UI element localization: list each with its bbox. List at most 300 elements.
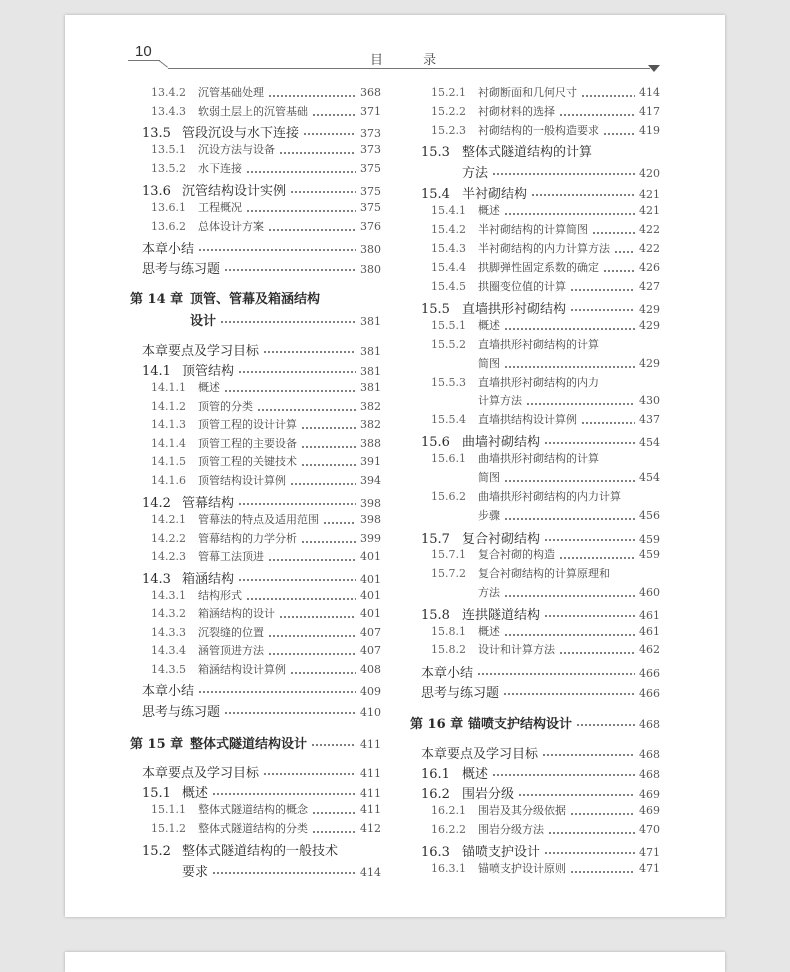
dot-leader — [268, 95, 356, 97]
toc-entry-continuation[interactable] — [182, 861, 381, 879]
toc-entry[interactable] — [130, 288, 381, 306]
entry-page: 373 — [360, 127, 381, 140]
entry-title: 复合衬砌结构的计算原理和 — [478, 567, 610, 580]
entry-page: 466 — [639, 687, 660, 700]
toc-entry[interactable] — [151, 661, 381, 679]
entry-page: 462 — [639, 643, 660, 656]
dot-leader — [303, 133, 356, 135]
dot-leader — [477, 673, 635, 675]
entry-title: 拱圈变位值的计算 — [478, 280, 566, 293]
header-rule — [128, 60, 160, 61]
entry-title-continued: 方法 — [462, 166, 489, 181]
entry-page: 459 — [639, 533, 660, 546]
entry-page: 375 — [360, 162, 381, 175]
entry-page: 470 — [639, 823, 660, 836]
dot-leader — [570, 813, 635, 815]
entry-number: 16.3.1 — [431, 862, 466, 875]
dot-leader — [238, 579, 356, 581]
toc-entry-continuation[interactable] — [478, 469, 660, 487]
entry-number: 15.8.1 — [431, 625, 466, 638]
entry-number: 第 16 章 — [410, 717, 464, 732]
dot-leader — [614, 251, 635, 253]
dot-leader — [301, 541, 356, 543]
entry-number: 13.6 — [142, 184, 171, 199]
toc-entry[interactable] — [142, 258, 381, 276]
entry-title: 管段沉设与水下连接 — [182, 126, 300, 141]
toc-entry[interactable] — [421, 841, 660, 859]
entry-page: 419 — [639, 124, 660, 137]
triangle-marker-icon — [648, 65, 660, 72]
entry-title: 概述 — [462, 767, 489, 782]
toc-entry[interactable] — [431, 259, 660, 277]
entry-page: 410 — [360, 706, 381, 719]
entry-number: 15.7.1 — [431, 548, 466, 561]
toc-entry[interactable] — [421, 783, 660, 801]
entry-title: 设计和计算方法 — [478, 643, 555, 656]
entry-number: 14.2 — [142, 496, 171, 511]
toc-entry[interactable] — [431, 317, 660, 335]
entry-page: 414 — [639, 86, 660, 99]
entry-number: 15.5.4 — [431, 413, 466, 426]
entry-title: 衬砌结构的一般构造要求 — [478, 124, 599, 137]
dot-leader — [544, 852, 635, 854]
entry-page: 429 — [639, 319, 660, 332]
entry-title: 曲墙拱形衬砌结构的计算 — [478, 452, 599, 465]
entry-title: 锚喷支护设计 — [462, 845, 541, 860]
dot-leader — [279, 152, 356, 154]
toc-entry[interactable] — [431, 450, 660, 468]
entry-page: 401 — [360, 550, 381, 563]
toc-entry[interactable] — [421, 141, 660, 159]
entry-title: 顶管结构设计算例 — [198, 474, 286, 487]
toc-entry[interactable] — [130, 733, 381, 751]
entry-title: 直墙拱形衬砌结构的内力 — [478, 376, 599, 389]
entry-title: 沉裂缝的位置 — [198, 626, 264, 639]
entry-title: 管幕工法顶进 — [198, 550, 264, 563]
dot-leader — [268, 229, 356, 231]
entry-page: 401 — [360, 573, 381, 586]
entry-number: 15.4.4 — [431, 261, 466, 274]
entry-title: 整体式隧道结构的分类 — [198, 822, 308, 835]
dot-leader — [290, 191, 356, 193]
entry-page: 407 — [360, 644, 381, 657]
toc-entry[interactable] — [421, 528, 660, 546]
entry-number: 15.1.1 — [151, 803, 186, 816]
entry-number: 14.3 — [142, 572, 171, 587]
toc-entry-continuation[interactable] — [478, 355, 660, 373]
entry-number: 15.6 — [421, 435, 450, 450]
entry-page: 411 — [360, 803, 381, 816]
toc-entry[interactable] — [421, 604, 660, 622]
entry-number: 16.2 — [421, 787, 450, 802]
entry-page: 368 — [360, 86, 381, 99]
toc-entry[interactable] — [431, 336, 660, 354]
entry-title: 沉管基础处理 — [198, 86, 264, 99]
entry-title: 结构形式 — [198, 589, 242, 602]
toc-entry[interactable] — [151, 199, 381, 217]
dot-leader — [504, 480, 635, 482]
entry-title-continued: 简图 — [478, 357, 500, 370]
entry-title-continued: 步骤 — [478, 509, 500, 522]
toc-entry[interactable] — [151, 605, 381, 623]
toc-entry[interactable] — [151, 587, 381, 605]
entry-number: 14.1.2 — [151, 400, 186, 413]
entry-title: 工程概况 — [198, 201, 242, 214]
toc-entry[interactable] — [151, 530, 381, 548]
entry-number: 13.5 — [142, 126, 171, 141]
toc-entry[interactable] — [431, 488, 660, 506]
toc-entry[interactable] — [431, 821, 660, 839]
entry-number: 15.2.1 — [431, 86, 466, 99]
toc-entry[interactable] — [431, 240, 660, 258]
toc-entry[interactable] — [151, 511, 381, 529]
entry-number: 16.2.2 — [431, 823, 466, 836]
dot-leader — [504, 634, 635, 636]
dot-leader — [312, 831, 356, 833]
entry-page: 426 — [639, 261, 660, 274]
entry-page: 430 — [639, 394, 660, 407]
entry-number: 13.6.1 — [151, 201, 186, 214]
entry-title: 顶管工程的主要设备 — [198, 437, 297, 450]
toc-entry[interactable] — [431, 623, 660, 641]
toc-entry[interactable] — [421, 763, 660, 781]
dot-leader — [544, 615, 635, 617]
toc-entry[interactable] — [142, 840, 381, 858]
toc-entry[interactable] — [151, 801, 381, 819]
dot-leader — [559, 114, 635, 116]
dot-leader — [224, 390, 356, 392]
toc-entry[interactable] — [151, 472, 381, 490]
toc-entry[interactable] — [421, 682, 660, 700]
toc-entry[interactable] — [151, 379, 381, 397]
entry-page: 398 — [360, 513, 381, 526]
entry-number: 14.3.5 — [151, 663, 186, 676]
toc-entry[interactable] — [151, 141, 381, 159]
entry-title: 半衬砌结构 — [462, 187, 528, 202]
entry-title: 整体式隧道结构的概念 — [198, 803, 308, 816]
entry-number: 15.5.1 — [431, 319, 466, 332]
entry-page: 381 — [360, 365, 381, 378]
entry-number: 15.5.2 — [431, 338, 466, 351]
entry-title: 锚喷支护设计原则 — [478, 862, 566, 875]
entry-page: 461 — [639, 625, 660, 638]
dot-leader — [526, 403, 635, 405]
entry-number: 第 14 章 — [130, 292, 184, 307]
toc-entry[interactable] — [142, 360, 381, 378]
toc-entry[interactable] — [142, 782, 381, 800]
toc-entry[interactable] — [151, 820, 381, 838]
dot-leader — [212, 872, 356, 874]
entry-page: 388 — [360, 437, 381, 450]
entry-title: 直墙拱形衬砌结构 — [462, 302, 567, 317]
entry-number: 14.1.6 — [151, 474, 186, 487]
next-page-edge — [65, 952, 725, 972]
toc-entry[interactable] — [142, 122, 381, 140]
entry-page: 411 — [360, 787, 381, 800]
entry-title: 直墙拱结构设计算例 — [478, 413, 577, 426]
dot-leader — [311, 744, 356, 746]
toc-entry[interactable] — [142, 340, 381, 358]
toc-entry[interactable] — [142, 180, 381, 198]
toc-entry[interactable] — [431, 411, 660, 429]
entry-page: 391 — [360, 455, 381, 468]
dot-leader — [581, 95, 635, 97]
entry-page: 382 — [360, 418, 381, 431]
entry-number: 15.2.3 — [431, 124, 466, 137]
entry-number: 16.2.1 — [431, 804, 466, 817]
toc-entry-continuation[interactable] — [478, 392, 660, 410]
toc-entry[interactable] — [151, 435, 381, 453]
entry-title: 衬砌断面和几何尺寸 — [478, 86, 577, 99]
toc-entry[interactable] — [421, 298, 660, 316]
entry-number: 13.5.1 — [151, 143, 186, 156]
entry-title: 水下连接 — [198, 162, 242, 175]
dot-leader — [570, 309, 635, 311]
dot-leader — [263, 773, 356, 775]
entry-title: 连拱隧道结构 — [462, 608, 541, 623]
entry-title: 顶管的分类 — [198, 400, 253, 413]
toc-entry[interactable] — [431, 860, 660, 878]
dot-leader — [238, 371, 356, 373]
entry-title: 本章小结 — [142, 242, 195, 257]
entry-number: 15.4 — [421, 187, 450, 202]
toc-entry[interactable] — [151, 416, 381, 434]
toc-entry[interactable] — [142, 568, 381, 586]
toc-entry[interactable] — [431, 103, 660, 121]
entry-title: 拱脚弹性固定系数的确定 — [478, 261, 599, 274]
entry-page: 412 — [360, 822, 381, 835]
entry-number: 15.5 — [421, 302, 450, 317]
entry-page: 421 — [639, 188, 660, 201]
toc-entry[interactable] — [431, 278, 660, 296]
dot-leader — [268, 653, 356, 655]
entry-title: 箱涵结构的设计 — [198, 607, 275, 620]
entry-page: 371 — [360, 105, 381, 118]
entry-page: 468 — [639, 748, 660, 761]
entry-page: 381 — [360, 315, 381, 328]
entry-page: 420 — [639, 167, 660, 180]
dot-leader — [268, 559, 356, 561]
toc-entry-continuation[interactable] — [478, 507, 660, 525]
entry-title: 顶管工程的设计计算 — [198, 418, 297, 431]
entry-page: 376 — [360, 220, 381, 233]
entry-number: 14.3.4 — [151, 644, 186, 657]
entry-title: 思考与练习题 — [421, 686, 500, 701]
toc-entry[interactable] — [151, 453, 381, 471]
entry-page: 454 — [639, 436, 660, 449]
entry-number: 第 15 章 — [130, 737, 184, 752]
toc-entry[interactable] — [431, 84, 660, 102]
toc-entry[interactable] — [431, 221, 660, 239]
dot-leader — [323, 522, 356, 524]
entry-title: 整体式隧道结构的一般技术 — [182, 844, 339, 859]
entry-page: 407 — [360, 626, 381, 639]
toc-entry[interactable] — [421, 431, 660, 449]
entry-number: 15.2 — [142, 844, 171, 859]
toc-entry[interactable] — [431, 565, 660, 583]
entry-page: 411 — [360, 767, 381, 780]
entry-number: 15.4.1 — [431, 204, 466, 217]
entry-number: 14.3.1 — [151, 589, 186, 602]
entry-page: 417 — [639, 105, 660, 118]
toc-entry[interactable] — [142, 492, 381, 510]
entry-number: 15.6.1 — [431, 452, 466, 465]
entry-page: 427 — [639, 280, 660, 293]
entry-title: 概述 — [478, 204, 500, 217]
entry-number: 15.4.5 — [431, 280, 466, 293]
dot-leader — [290, 672, 356, 674]
toc-entry[interactable] — [431, 122, 660, 140]
entry-number: 14.2.2 — [151, 532, 186, 545]
toc-entry[interactable] — [151, 103, 381, 121]
toc-entry[interactable] — [431, 802, 660, 820]
toc-entry[interactable] — [431, 202, 660, 220]
entry-title: 软弱土层上的沉管基础 — [198, 105, 308, 118]
entry-number: 15.7.2 — [431, 567, 466, 580]
entry-page: 401 — [360, 589, 381, 602]
dot-leader — [246, 171, 356, 173]
dot-leader — [290, 483, 356, 485]
entry-title: 复合衬砌结构 — [462, 532, 541, 547]
toc-entry[interactable] — [431, 374, 660, 392]
entry-title: 思考与练习题 — [142, 262, 221, 277]
entry-page: 454 — [639, 471, 660, 484]
toc-entry[interactable] — [421, 662, 660, 680]
entry-title: 管幕结构的力学分析 — [198, 532, 297, 545]
dot-leader — [301, 446, 356, 448]
entry-number: 13.5.2 — [151, 162, 186, 175]
toc-entry[interactable] — [151, 84, 381, 102]
entry-number: 13.4.3 — [151, 105, 186, 118]
entry-number: 14.1.3 — [151, 418, 186, 431]
toc-entry[interactable] — [151, 218, 381, 236]
entry-page: 380 — [360, 243, 381, 256]
entry-number: 15.4.3 — [431, 242, 466, 255]
entry-title: 概述 — [478, 319, 500, 332]
dot-leader — [544, 539, 635, 541]
entry-title: 沉设方法与设备 — [198, 143, 275, 156]
toc-entry-continuation[interactable] — [190, 310, 381, 328]
dot-leader — [544, 442, 635, 444]
entry-page: 422 — [639, 223, 660, 236]
dot-leader — [548, 832, 635, 834]
entry-number: 15.8 — [421, 608, 450, 623]
dot-leader — [492, 774, 635, 776]
entry-page: 460 — [639, 586, 660, 599]
entry-page: 375 — [360, 185, 381, 198]
entry-page: 399 — [360, 532, 381, 545]
dot-leader — [220, 321, 356, 323]
entry-number: 14.2.1 — [151, 513, 186, 526]
entry-number: 15.6.2 — [431, 490, 466, 503]
dot-leader — [246, 210, 356, 212]
entry-page: 380 — [360, 263, 381, 276]
toc-entry[interactable] — [431, 546, 660, 564]
toc-entry[interactable] — [151, 624, 381, 642]
entry-page: 429 — [639, 357, 660, 370]
dot-leader — [581, 422, 635, 424]
entry-title-continued: 要求 — [182, 865, 209, 880]
toc-entry-continuation[interactable] — [462, 162, 660, 180]
entry-title: 整体式隧道结构的计算 — [462, 145, 593, 160]
entry-number: 14.1 — [142, 364, 171, 379]
entry-page: 456 — [639, 509, 660, 522]
entry-page: 468 — [639, 768, 660, 781]
dot-leader — [279, 616, 356, 618]
toc-entry[interactable] — [151, 160, 381, 178]
entry-number: 14.3.2 — [151, 607, 186, 620]
entry-number: 15.4.2 — [431, 223, 466, 236]
entry-number: 15.1 — [142, 786, 171, 801]
toc-entry[interactable] — [410, 713, 660, 731]
entry-page: 469 — [639, 788, 660, 801]
entry-page: 381 — [360, 345, 381, 358]
entry-title-continued: 计算方法 — [478, 394, 522, 407]
dot-leader — [198, 249, 356, 251]
entry-page: 468 — [639, 718, 660, 731]
dot-leader — [531, 194, 635, 196]
dot-leader — [504, 366, 635, 368]
header-rule-main — [168, 68, 650, 69]
toc-entry[interactable] — [142, 762, 381, 780]
entry-number: 15.3 — [421, 145, 450, 160]
entry-title: 顶管结构 — [182, 364, 235, 379]
dot-leader — [603, 133, 635, 135]
entry-title: 总体设计方案 — [198, 220, 264, 233]
toc-entry-continuation[interactable] — [478, 584, 660, 602]
entry-title: 思考与练习题 — [142, 705, 221, 720]
dot-leader — [559, 557, 635, 559]
entry-title: 围岩及其分级依据 — [478, 804, 566, 817]
entry-title: 直墙拱形衬砌结构的计算 — [478, 338, 599, 351]
entry-title: 本章要点及学习目标 — [142, 766, 260, 781]
toc-entry[interactable] — [142, 680, 381, 698]
entry-page: 394 — [360, 474, 381, 487]
entry-number: 15.5.3 — [431, 376, 466, 389]
entry-title: 本章要点及学习目标 — [142, 344, 260, 359]
dot-leader — [212, 793, 356, 795]
entry-title: 半衬砌结构的内力计算方法 — [478, 242, 610, 255]
toc-entry[interactable] — [142, 238, 381, 256]
dot-leader — [312, 812, 356, 814]
toc-entry[interactable] — [431, 641, 660, 659]
entry-page: 469 — [639, 804, 660, 817]
dot-leader — [246, 598, 356, 600]
entry-page: 466 — [639, 667, 660, 680]
toc-entry[interactable] — [151, 398, 381, 416]
toc-entry[interactable] — [421, 743, 660, 761]
entry-title: 曲墙衬砌结构 — [462, 435, 541, 450]
entry-title: 顶管、管幕及箱涵结构 — [190, 292, 321, 307]
dot-leader — [570, 289, 635, 291]
dot-leader — [603, 270, 635, 272]
entry-number: 14.1.1 — [151, 381, 186, 394]
entry-page: 471 — [639, 846, 660, 859]
entry-page: 382 — [360, 400, 381, 413]
toc-entry[interactable] — [142, 701, 381, 719]
dot-leader — [592, 232, 635, 234]
entry-title: 衬砌材料的选择 — [478, 105, 555, 118]
dot-leader — [576, 724, 635, 726]
entry-title-continued: 设计 — [190, 314, 217, 329]
entry-title: 箱涵结构设计算例 — [198, 663, 286, 676]
toc-entry[interactable] — [151, 548, 381, 566]
toc-entry[interactable] — [151, 642, 381, 660]
entry-page: 381 — [360, 381, 381, 394]
dot-leader — [224, 712, 356, 714]
dot-leader — [301, 464, 356, 466]
toc-entry[interactable] — [421, 183, 660, 201]
